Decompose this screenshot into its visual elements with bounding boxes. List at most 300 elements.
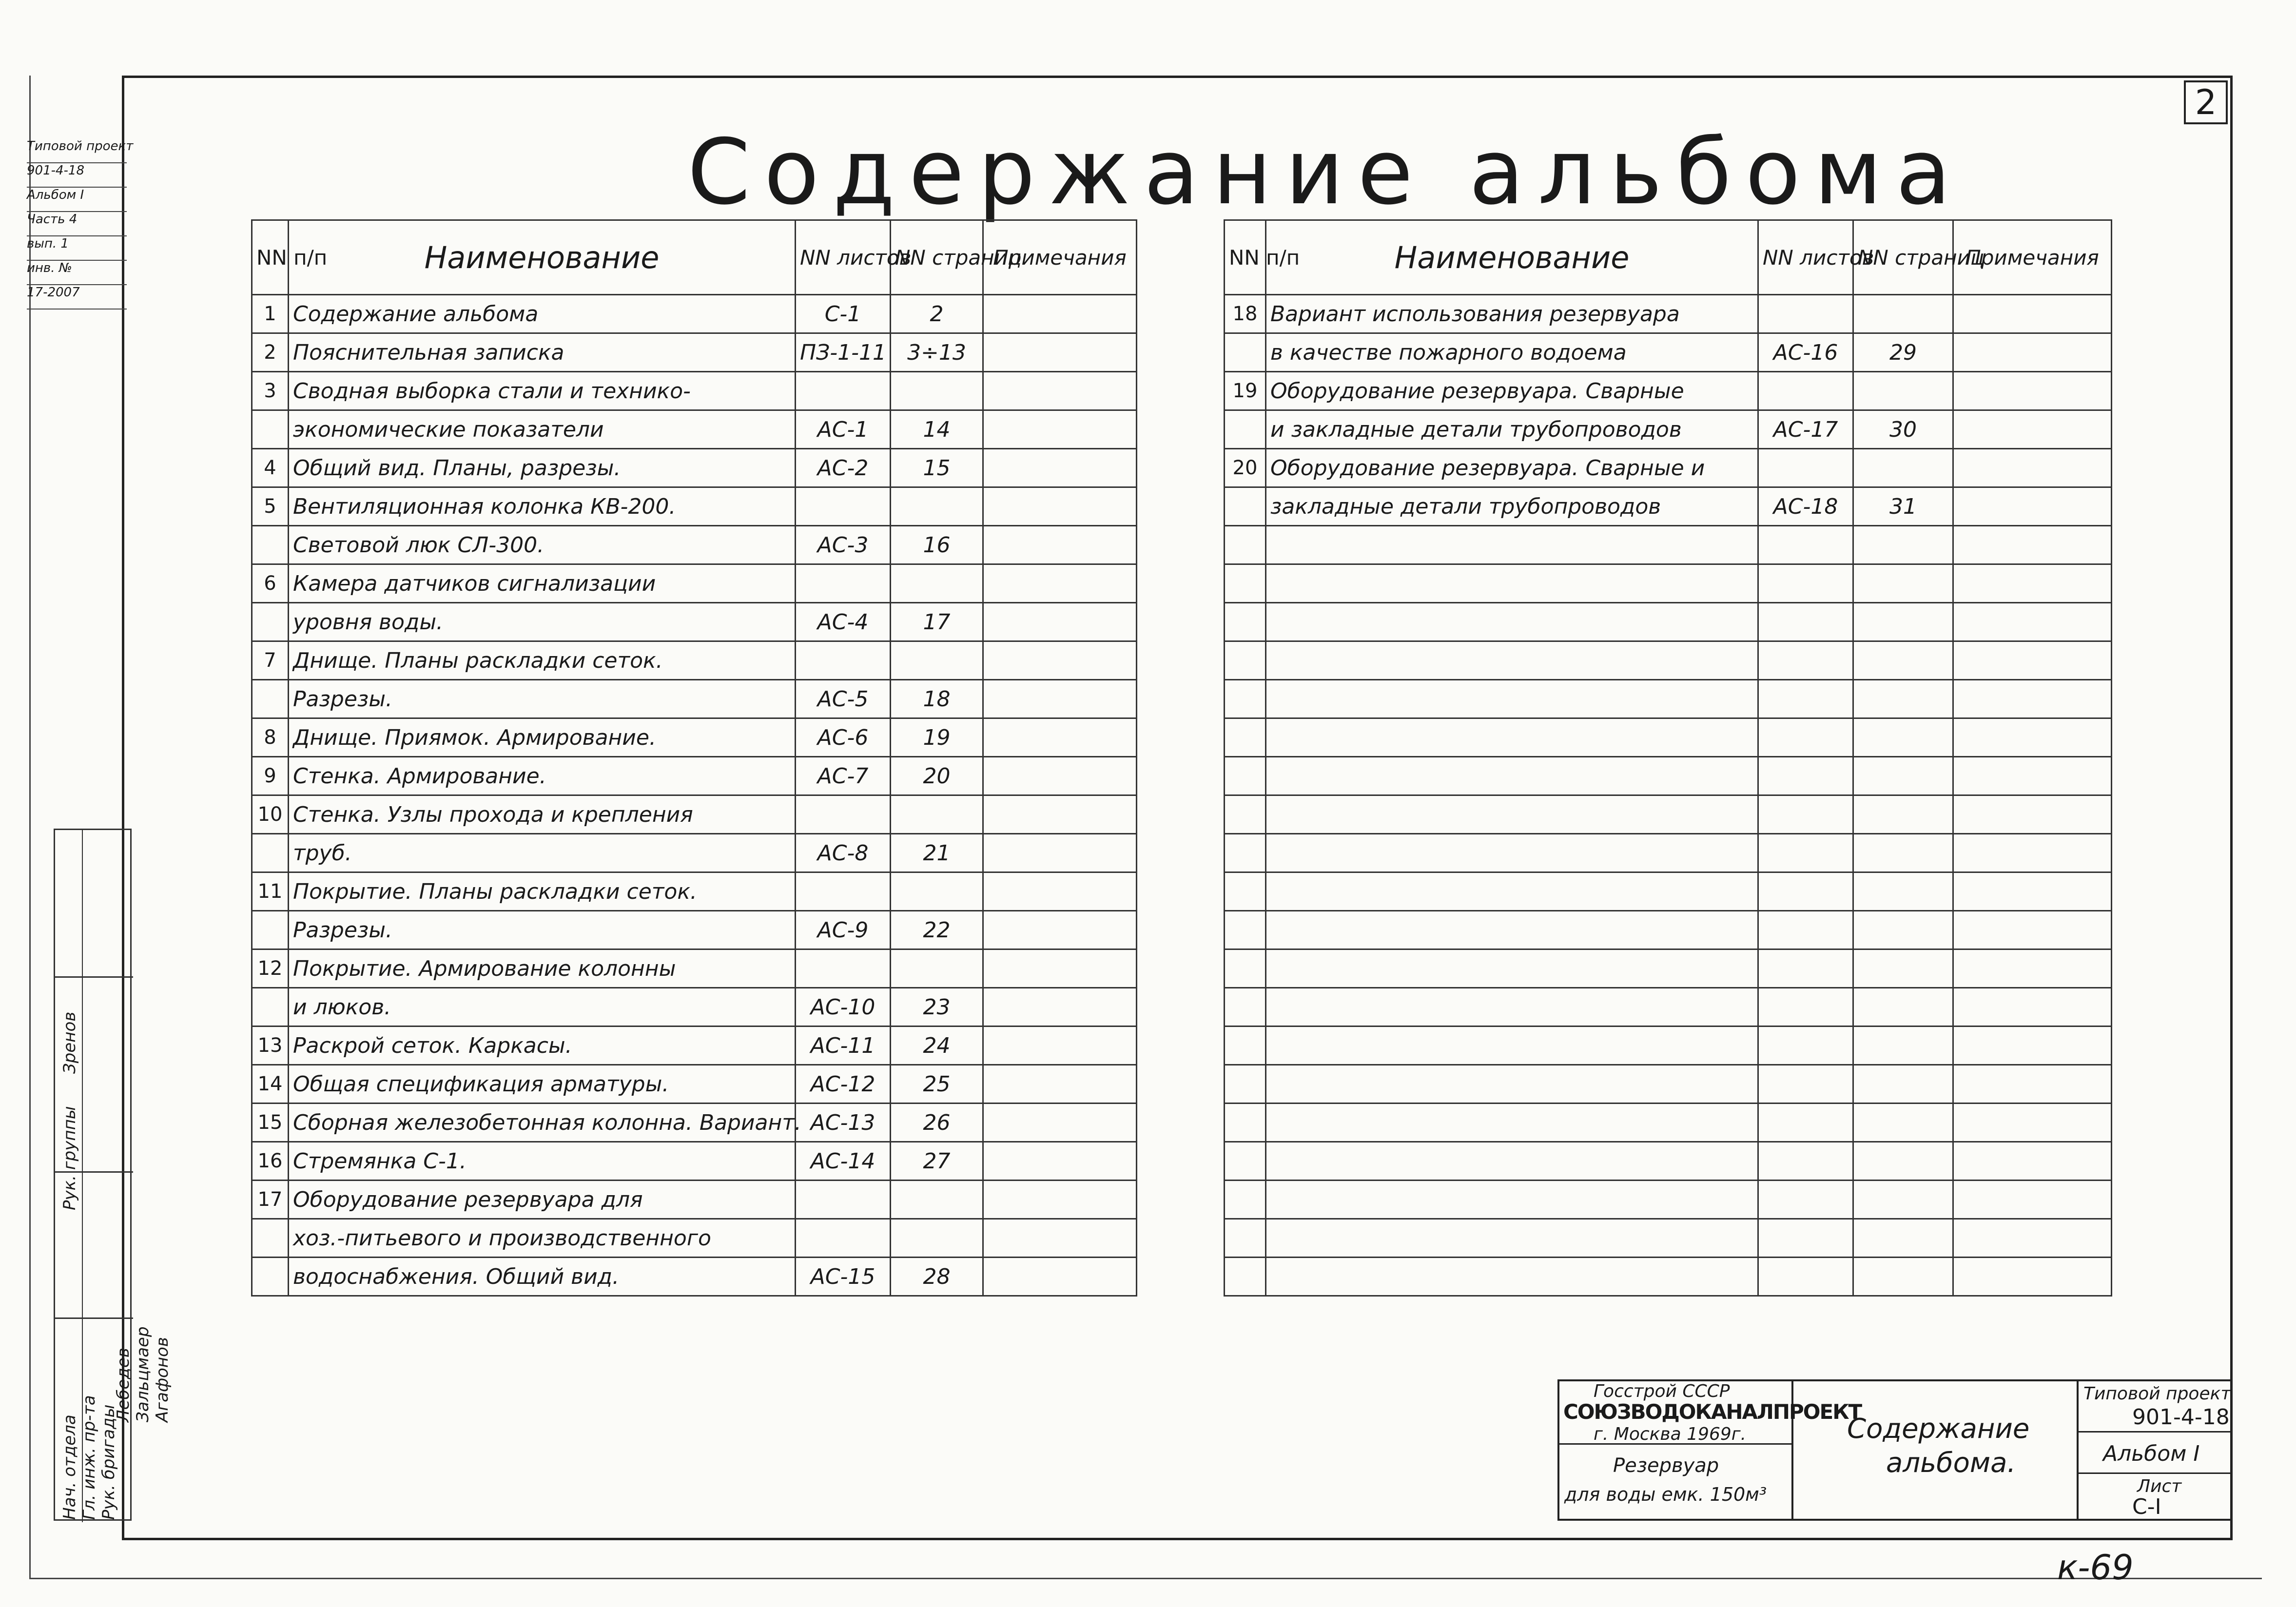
row-notes — [983, 1181, 1137, 1219]
row-number: 16 — [252, 1142, 289, 1181]
table-row — [1225, 449, 2112, 487]
row-sheet: АС-2 — [796, 449, 891, 487]
row-name: экономические показатели — [289, 410, 796, 449]
row-page — [891, 487, 983, 526]
row-page — [1853, 1258, 1953, 1296]
org-ministry: Госстрой СССР — [1594, 1381, 1730, 1401]
table-row — [252, 795, 1137, 834]
row-name: Сводная выборка стали и технико- — [289, 372, 796, 410]
row-name — [1266, 680, 1758, 718]
row-number — [252, 410, 289, 449]
row-name: уровня воды. — [289, 603, 796, 641]
row-page: 18 — [891, 680, 983, 718]
row-number: 14 — [252, 1065, 289, 1104]
row-notes — [983, 795, 1137, 834]
row-number — [252, 834, 289, 872]
page-number: 2 — [2184, 80, 2228, 124]
row-number: 5 — [252, 487, 289, 526]
row-sheet — [1758, 295, 1853, 333]
row-notes — [983, 1219, 1137, 1258]
row-notes — [983, 680, 1137, 718]
row-number: 11 — [252, 872, 289, 911]
sheet-title: Содержание — [1847, 1413, 2030, 1445]
row-name: Оборудование резервуара. Сварные — [1266, 372, 1758, 410]
row-sheet: АС-10 — [796, 988, 891, 1026]
row-number — [1225, 911, 1266, 949]
row-page: 24 — [891, 1026, 983, 1065]
row-number — [1225, 1181, 1266, 1219]
row-name: и закладные детали трубопроводов — [1266, 410, 1758, 449]
row-number: 13 — [252, 1026, 289, 1065]
row-page: 29 — [1853, 333, 1953, 372]
signature-panel — [54, 829, 172, 1521]
row-sheet: АС-13 — [796, 1104, 891, 1142]
row-page: 16 — [891, 526, 983, 564]
row-page: 17 — [891, 603, 983, 641]
row-number — [252, 1219, 289, 1258]
row-notes — [983, 834, 1137, 872]
table-row — [252, 449, 1137, 487]
row-sheet: АС-5 — [796, 680, 891, 718]
table-body — [252, 295, 1137, 1296]
sheet-title-cont: альбома. — [1886, 1447, 2016, 1479]
table-row — [1225, 564, 2112, 603]
row-notes — [1953, 1026, 2112, 1065]
row-page — [891, 872, 983, 911]
table-row — [252, 680, 1137, 718]
row-name: Стремянка С-1. — [289, 1142, 796, 1181]
row-name: Раскрой сеток. Каркасы. — [289, 1026, 796, 1065]
row-sheet: АС-14 — [796, 1142, 891, 1181]
row-page: 22 — [891, 911, 983, 949]
note-line: 17-2007 — [27, 285, 127, 310]
row-number: 18 — [1225, 295, 1266, 333]
row-notes — [983, 564, 1137, 603]
row-notes — [1953, 1181, 2112, 1219]
row-page — [1853, 295, 1953, 333]
row-number — [1225, 333, 1266, 372]
row-name — [1266, 1026, 1758, 1065]
table-row — [1225, 603, 2112, 641]
row-name: и люков. — [289, 988, 796, 1026]
row-number: 9 — [252, 757, 289, 795]
row-number — [1225, 1219, 1266, 1258]
row-page — [891, 641, 983, 680]
row-notes — [983, 1142, 1137, 1181]
row-sheet: АС-16 — [1758, 333, 1853, 372]
project-code: 901-4-18 — [2132, 1405, 2230, 1430]
row-notes — [1953, 333, 2112, 372]
row-name: водоснабжения. Общий вид. — [289, 1258, 796, 1296]
row-notes — [1953, 795, 2112, 834]
row-number — [1225, 1065, 1266, 1104]
row-name — [1266, 757, 1758, 795]
row-name — [1266, 834, 1758, 872]
row-notes — [1953, 449, 2112, 487]
row-notes — [1953, 372, 2112, 410]
row-sheet: С-1 — [796, 295, 891, 333]
row-number — [252, 1258, 289, 1296]
table-row — [252, 333, 1137, 372]
row-number — [1225, 1104, 1266, 1142]
row-page: 15 — [891, 449, 983, 487]
row-number — [252, 911, 289, 949]
row-page — [1853, 372, 1953, 410]
row-notes — [1953, 603, 2112, 641]
row-name: Днище. Планы раскладки сеток. — [289, 641, 796, 680]
row-page — [1853, 449, 1953, 487]
row-page — [1853, 1065, 1953, 1104]
row-page: 26 — [891, 1104, 983, 1142]
row-page — [1853, 1219, 1953, 1258]
row-number — [1225, 949, 1266, 988]
row-page — [891, 1219, 983, 1258]
row-notes — [1953, 1104, 2112, 1142]
table-row — [1225, 333, 2112, 372]
row-name: Вариант использования резервуара — [1266, 295, 1758, 333]
row-sheet: АС-6 — [796, 718, 891, 757]
note-line: инв. № — [27, 261, 127, 285]
row-number — [1225, 680, 1266, 718]
role-label: Рук. бригады — [99, 1404, 118, 1520]
row-sheet: ПЗ-1-11 — [796, 333, 891, 372]
table-row — [1225, 1104, 2112, 1142]
row-notes — [983, 333, 1137, 372]
table-row — [252, 410, 1137, 449]
role-label: Нач. отдела — [60, 1414, 79, 1520]
row-page — [1853, 949, 1953, 988]
table-row — [1225, 1258, 2112, 1296]
row-number — [1225, 603, 1266, 641]
row-name: Разрезы. — [289, 680, 796, 718]
row-page — [1853, 911, 1953, 949]
row-name: Сборная железобетонная колонна. Вариант. — [289, 1104, 796, 1142]
row-name: Содержание альбома — [289, 295, 796, 333]
row-notes — [1953, 718, 2112, 757]
row-sheet: АС-11 — [796, 1026, 891, 1065]
row-number — [252, 603, 289, 641]
row-name — [1266, 1065, 1758, 1104]
table-row — [252, 1104, 1137, 1142]
row-sheet — [1758, 526, 1853, 564]
table-row — [252, 1258, 1137, 1296]
table-row — [1225, 1026, 2112, 1065]
table-row — [1225, 295, 2112, 333]
row-sheet: АС-4 — [796, 603, 891, 641]
row-number: 7 — [252, 641, 289, 680]
table-row — [1225, 795, 2112, 834]
role-label: Гл. инж. пр-та — [79, 1395, 99, 1520]
row-sheet: АС-9 — [796, 911, 891, 949]
row-page — [891, 564, 983, 603]
row-name — [1266, 603, 1758, 641]
row-page — [1853, 1181, 1953, 1219]
row-number — [252, 680, 289, 718]
row-name — [1266, 1219, 1758, 1258]
table-row — [252, 295, 1137, 333]
header-notes: Примечания — [1953, 220, 2112, 295]
row-sheet — [1758, 1181, 1853, 1219]
table-row — [1225, 757, 2112, 795]
row-notes — [983, 603, 1137, 641]
object-name: Резервуар — [1613, 1454, 1719, 1477]
table-row — [252, 1219, 1137, 1258]
row-number: 4 — [252, 449, 289, 487]
row-notes — [1953, 1258, 2112, 1296]
row-sheet — [796, 1181, 891, 1219]
album-number: Альбом I — [2103, 1441, 2200, 1466]
header-pages: NN страниц — [891, 220, 983, 295]
row-sheet — [1758, 603, 1853, 641]
row-page — [1853, 795, 1953, 834]
row-sheet: АС-7 — [796, 757, 891, 795]
row-notes — [983, 911, 1137, 949]
table-row — [1225, 487, 2112, 526]
row-sheet — [796, 795, 891, 834]
row-notes — [1953, 641, 2112, 680]
row-name: Оборудование резервуара. Сварные и — [1266, 449, 1758, 487]
row-name — [1266, 988, 1758, 1026]
signer-name: Зальцмаер — [133, 1326, 153, 1422]
table-row — [252, 526, 1137, 564]
row-sheet: АС-8 — [796, 834, 891, 872]
row-page — [1853, 680, 1953, 718]
row-page — [1853, 564, 1953, 603]
row-sheet — [1758, 680, 1853, 718]
row-sheet: АС-3 — [796, 526, 891, 564]
table-row — [252, 603, 1137, 641]
row-page — [1853, 757, 1953, 795]
row-number: 15 — [252, 1104, 289, 1142]
row-name: закладные детали трубопроводов — [1266, 487, 1758, 526]
row-notes — [983, 872, 1137, 911]
row-page — [1853, 526, 1953, 564]
row-number — [1225, 410, 1266, 449]
row-number: 12 — [252, 949, 289, 988]
row-page — [1853, 603, 1953, 641]
row-number — [1225, 1142, 1266, 1181]
row-name — [1266, 1104, 1758, 1142]
row-number — [1225, 641, 1266, 680]
row-sheet — [796, 949, 891, 988]
object-capacity: для воды емк. 150м³ — [1564, 1484, 1767, 1505]
row-number — [252, 988, 289, 1026]
row-page — [1853, 834, 1953, 872]
table-row — [1225, 1065, 2112, 1104]
row-name: Стенка. Узлы прохода и крепления — [289, 795, 796, 834]
row-sheet — [1758, 949, 1853, 988]
row-page — [1853, 718, 1953, 757]
table-row — [252, 641, 1137, 680]
table-row — [252, 564, 1137, 603]
row-notes — [1953, 1142, 2112, 1181]
table-body — [1225, 295, 2112, 1296]
header-name: Наименование — [1266, 220, 1758, 295]
row-notes — [1953, 872, 2112, 911]
row-sheet — [796, 487, 891, 526]
row-notes — [983, 526, 1137, 564]
row-name: труб. — [289, 834, 796, 872]
row-name — [1266, 872, 1758, 911]
table-row — [252, 1026, 1137, 1065]
row-notes — [1953, 949, 2112, 988]
row-sheet — [1758, 872, 1853, 911]
row-sheet: АС-15 — [796, 1258, 891, 1296]
row-sheet — [1758, 564, 1853, 603]
row-notes — [1953, 834, 2112, 872]
row-notes — [1953, 988, 2112, 1026]
row-number — [1225, 1258, 1266, 1296]
row-number: 19 — [1225, 372, 1266, 410]
row-notes — [983, 1065, 1137, 1104]
row-notes — [983, 449, 1137, 487]
row-sheet — [1758, 1026, 1853, 1065]
row-sheet — [1758, 372, 1853, 410]
row-sheet — [1758, 795, 1853, 834]
row-sheet — [1758, 718, 1853, 757]
row-notes — [983, 718, 1137, 757]
row-page — [1853, 988, 1953, 1026]
row-name — [1266, 564, 1758, 603]
table-row — [252, 872, 1137, 911]
row-sheet: АС-1 — [796, 410, 891, 449]
signer-name: Зренов — [60, 1011, 79, 1074]
header-notes: Примечания — [983, 220, 1137, 295]
row-notes — [983, 1026, 1137, 1065]
table-row — [252, 988, 1137, 1026]
table-row — [1225, 988, 2112, 1026]
table-row — [252, 1065, 1137, 1104]
row-page: 2 — [891, 295, 983, 333]
row-page: 31 — [1853, 487, 1953, 526]
row-notes — [983, 410, 1137, 449]
row-page — [1853, 1104, 1953, 1142]
row-notes — [983, 988, 1137, 1026]
row-sheet — [796, 1219, 891, 1258]
row-notes — [1953, 757, 2112, 795]
table-row — [1225, 410, 2112, 449]
row-page: 20 — [891, 757, 983, 795]
row-page: 21 — [891, 834, 983, 872]
row-number: 20 — [1225, 449, 1266, 487]
table-row — [1225, 372, 2112, 410]
row-notes — [983, 372, 1137, 410]
row-notes — [1953, 410, 2112, 449]
row-number: 6 — [252, 564, 289, 603]
note-line: вып. 1 — [27, 236, 127, 261]
row-name: Стенка. Армирование. — [289, 757, 796, 795]
header-num: NN п/п — [252, 220, 289, 295]
row-page — [891, 795, 983, 834]
row-sheet — [796, 372, 891, 410]
row-number — [1225, 487, 1266, 526]
table-row — [1225, 834, 2112, 872]
row-notes — [983, 949, 1137, 988]
row-number — [1225, 988, 1266, 1026]
row-notes — [983, 295, 1137, 333]
row-name: Общий вид. Планы, разрезы. — [289, 449, 796, 487]
row-page — [1853, 1142, 1953, 1181]
table-row — [1225, 1142, 2112, 1181]
row-number — [1225, 872, 1266, 911]
row-page: 28 — [891, 1258, 983, 1296]
row-number — [1225, 1026, 1266, 1065]
row-sheet — [1758, 757, 1853, 795]
row-notes — [983, 487, 1137, 526]
row-number: 2 — [252, 333, 289, 372]
row-number: 8 — [252, 718, 289, 757]
table-row — [252, 718, 1137, 757]
row-name: Покрытие. Планы раскладки сеток. — [289, 872, 796, 911]
note-line: 901-4-18 — [27, 163, 127, 188]
row-page — [1853, 872, 1953, 911]
table-row — [1225, 949, 2112, 988]
role-label: Рук. группы — [60, 1106, 79, 1210]
row-page: 25 — [891, 1065, 983, 1104]
table-row — [252, 911, 1137, 949]
row-name — [1266, 641, 1758, 680]
header-sheets: NN листов — [796, 220, 891, 295]
header-name: Наименование — [289, 220, 796, 295]
row-number: 17 — [252, 1181, 289, 1219]
sheet-code: С-I — [2132, 1494, 2161, 1519]
table-row — [252, 757, 1137, 795]
row-name — [1266, 718, 1758, 757]
table-row — [252, 372, 1137, 410]
row-sheet — [1758, 834, 1853, 872]
contents-table-right — [1224, 219, 2112, 1297]
row-number: 10 — [252, 795, 289, 834]
table-row — [252, 834, 1137, 872]
row-name: Оборудование резервуара для — [289, 1181, 796, 1219]
row-page: 30 — [1853, 410, 1953, 449]
row-name — [1266, 1142, 1758, 1181]
row-number — [252, 526, 289, 564]
row-page — [891, 372, 983, 410]
row-notes — [1953, 487, 2112, 526]
table-row — [252, 1181, 1137, 1219]
row-page: 23 — [891, 988, 983, 1026]
table-row — [1225, 641, 2112, 680]
registration-notes — [27, 139, 134, 310]
row-notes — [1953, 295, 2112, 333]
row-sheet — [1758, 1142, 1853, 1181]
row-notes — [1953, 911, 2112, 949]
row-page — [891, 949, 983, 988]
row-name: Разрезы. — [289, 911, 796, 949]
org-city-year: г. Москва 1969г. — [1594, 1424, 1747, 1444]
row-name — [1266, 1181, 1758, 1219]
row-name: Световой люк СЛ-300. — [289, 526, 796, 564]
header-sheets: NN листов — [1758, 220, 1853, 295]
page-title: Содержание альбома — [687, 119, 1965, 225]
row-name: Камера датчиков сигнализации — [289, 564, 796, 603]
header-pages: NN страниц — [1853, 220, 1953, 295]
row-number: 3 — [252, 372, 289, 410]
row-name: Пояснительная записка — [289, 333, 796, 372]
row-sheet — [1758, 1219, 1853, 1258]
row-notes — [983, 1104, 1137, 1142]
note-line: Типовой проект — [27, 139, 127, 163]
table-row — [1225, 680, 2112, 718]
row-number — [1225, 526, 1266, 564]
row-number — [1225, 795, 1266, 834]
row-page: 27 — [891, 1142, 983, 1181]
row-name: Вентиляционная колонка КВ-200. — [289, 487, 796, 526]
signer-name: Лебедев — [114, 1348, 133, 1422]
row-page — [891, 1181, 983, 1219]
row-sheet — [1758, 641, 1853, 680]
